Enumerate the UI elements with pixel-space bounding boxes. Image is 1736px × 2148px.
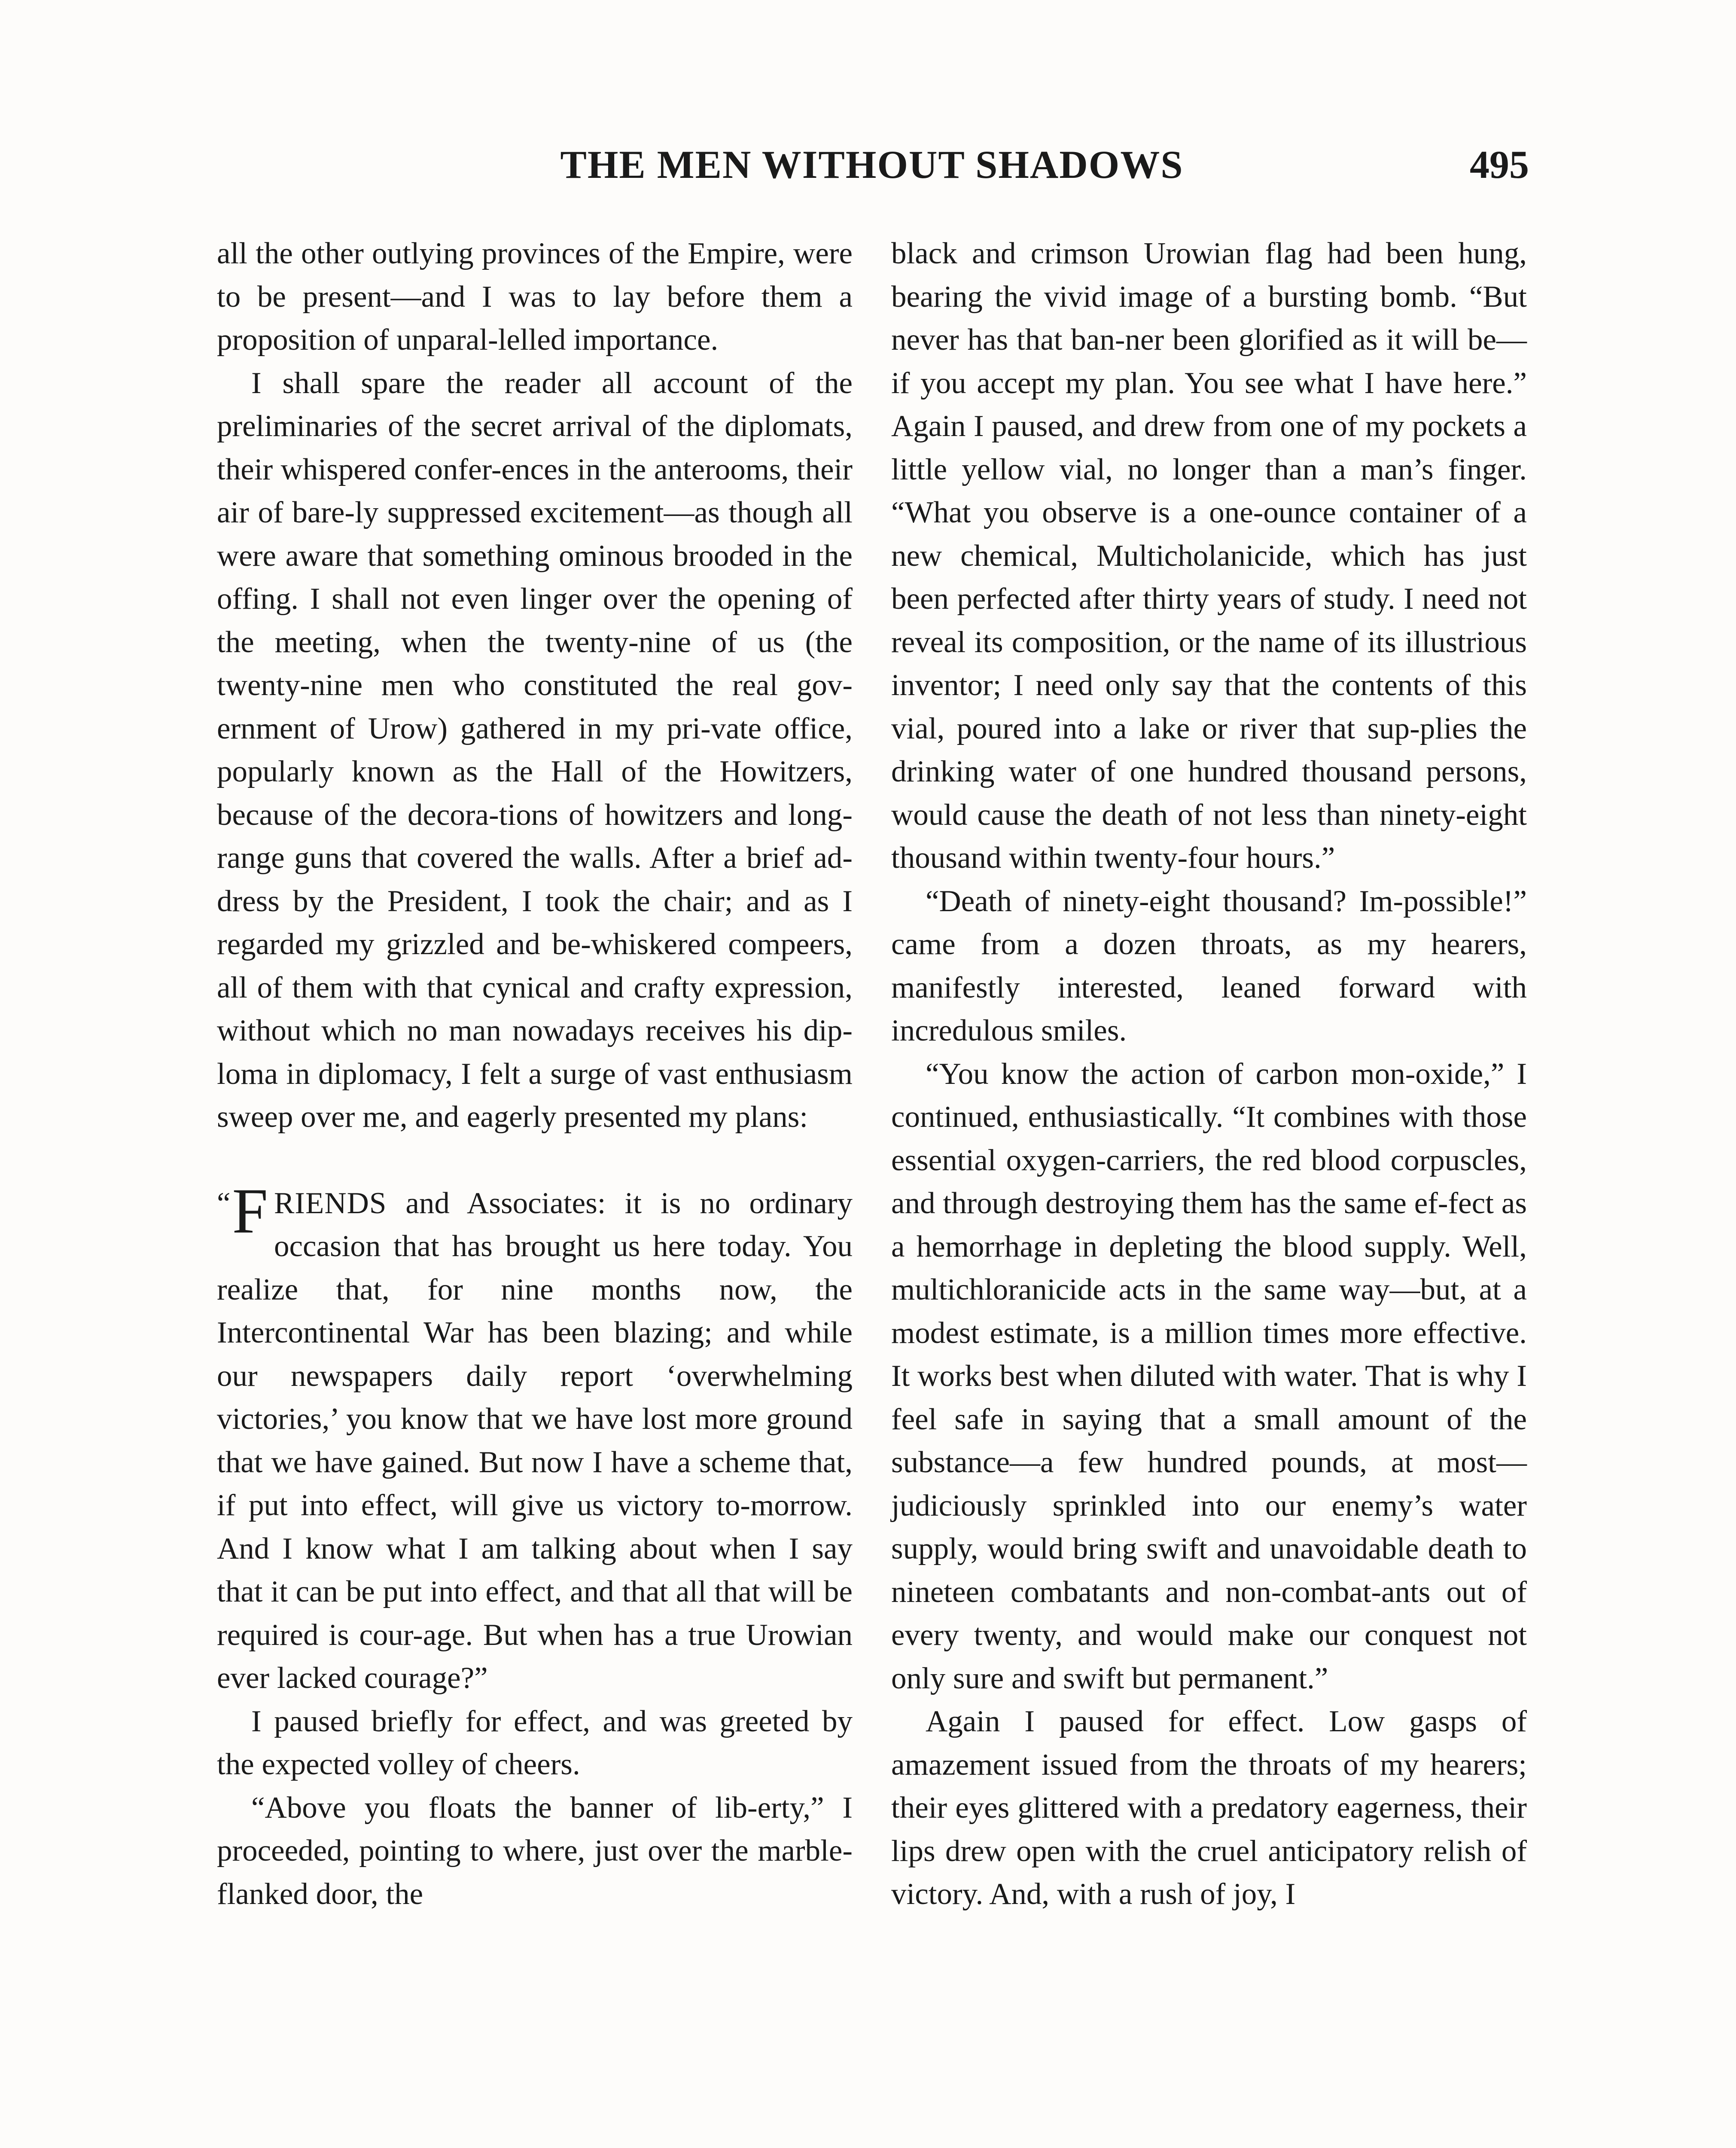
- opening-quote: “: [217, 1186, 231, 1220]
- paragraph: Again I paused for effect. Low gasps of amazement issued from the throats of my hearers; their eyes glittered with a predatory eagerness, their lips drew open with the cruel anticipatory relish of victory. And, with a rush of joy, I: [891, 1705, 1527, 1911]
- left-column: [217, 232, 853, 1916]
- paragraph: “Death of ninety-eight thousand? Im-possible!” came from a dozen throats, as my hearers, manifestly interested, leaned forward with incredulous smiles.: [891, 884, 1527, 1047]
- paragraph: I paused briefly for effect, and was greeted by the expected volley of cheers.: [217, 1704, 853, 1781]
- speech-opening-word: RIENDS: [274, 1186, 387, 1220]
- paragraph: “Above you floats the banner of lib-erty,” I proceeded, pointing to where, just over the marble-flanked door, the: [217, 1791, 853, 1911]
- paragraph: “You know the action of carbon mon-oxide,” I continued, enthusiastically. “It combines with those essential oxygen-carriers, the red blood corpuscles, and through destroying them has the same ef-fect as a hemorrhage in depleting the blood supply. Well, multichloranicide acts in the same way—but, at a modest estimate, is a million times more effective. It works best when diluted with water. That is why I feel safe in saying that a small amount of the substance—a few hundred pounds, at most—judiciously sprinkled into our enemy’s water supply, would bring swift and unavoidable death to nineteen combatants and non-combat-ants out of every twenty, and would make our conquest not only sure and swift but permanent.”: [891, 1057, 1527, 1695]
- page-number: 495: [1470, 143, 1529, 186]
- speech-text: and Associates: it is no ordinary occasion that has brought us here today. You realize that, for nine months now, the Intercontinental War has been blazing; and while our newspapers daily report ‘overwhelming victories,’ you know that we have lost more ground that we have gained. But now I have a scheme that, if put into effect, will give us victory to-morrow. And I know what I am talking about when I say that it can be put into effect, and that all that will be required is cour-age. But when has a true Urowian ever lacked courage?”: [217, 1186, 853, 1695]
- drop-cap: F: [232, 1175, 268, 1247]
- paragraph: I shall spare the reader all account of the preliminaries of the secret arrival of the diplomats, their whispered confer-ences in the anterooms, their air of bare-ly suppressed excitement—as though all were aware that something ominous brooded in the offing. I shall not even linger over the opening of the meeting, when the twenty-nine of us (the twenty-nine men who constituted the real gov-ernment of Urow) gathered in my pri-vate office, popularly known as the Hall of the Howitzers, because of the decora-tions of howitzers and long-range guns that covered the walls. After a brief ad-dress by the President, I took the chair; and as I regarded my grizzled and be-whiskered compeers, all of them with that cynical and crafty expression, without which no man nowadays receives his dip-loma in diplomacy, I felt a surge of vast enthusiasm sweep over me, and eagerly presented my plans:: [217, 366, 853, 1134]
- right-column: [891, 232, 1527, 1916]
- paragraph: black and crimson Urowian flag had been hung, bearing the vivid image of a bursting bomb. “But never has that ban-ner been glorified as it will be—if you accept my plan. You see what I have here.” Again I paused, and drew from one of my pockets a little yellow vial, no longer than a man’s finger. “What you observe is a one-ounce container of a new chemical, Multicholanicide, which has just been perfected after thirty years of study. I need not reveal its composition, or the name of its illustrious inventor; I need only say that the contents of this vial, poured into a lake or river that sup-plies the drinking water of one hundred thousand persons, would cause the death of not less than ninety-eight thousand within twenty-four hours.”: [891, 237, 1527, 875]
- running-head: [215, 142, 1529, 193]
- speech-paragraph: [217, 1175, 853, 1700]
- paragraph: all the other outlying provinces of the Empire, were to be present—and I was to lay before them a proposition of unparal-lelled importance.: [217, 237, 853, 357]
- page-title: THE MEN WITHOUT SHADOWS: [560, 143, 1184, 186]
